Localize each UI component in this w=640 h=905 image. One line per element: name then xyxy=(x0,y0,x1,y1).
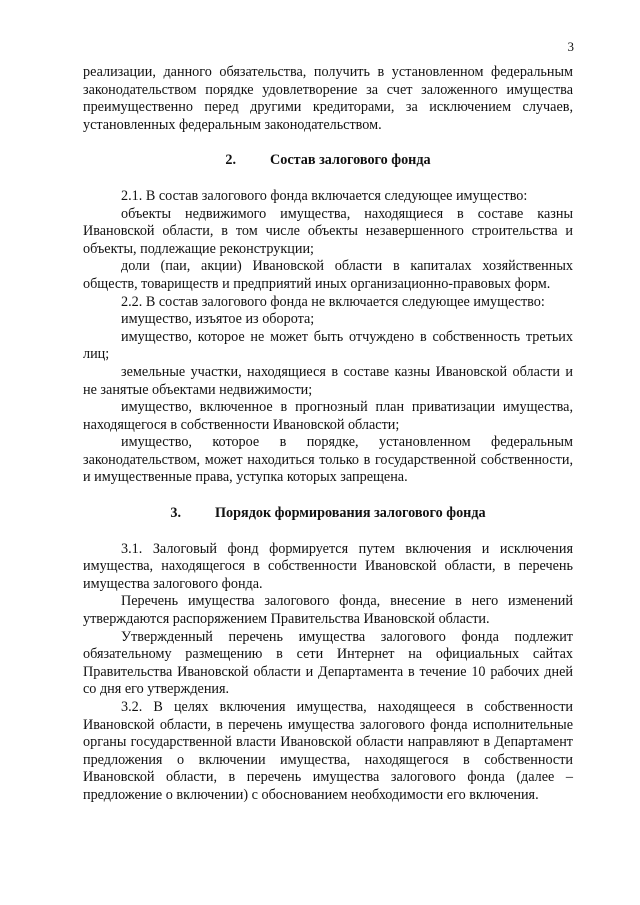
list-item: имущество, включенное в прогнозный план приватизации имущества, находящегося в собственности Ивановской области; xyxy=(83,399,573,433)
section-2-number: 2. xyxy=(225,152,236,169)
list-item: имущество, изъятое из оборота; xyxy=(121,311,315,328)
paragraph-3-2: 3.2. В целях включения имущества, находящееся в собственности Ивановской области, в перечень имущества залогового фонда исполнительные органы государственной власти Ивановской области направляют в Департамент предложения о включении имущества, находящегося в собственности Ивановской области, в перечень имущества залогового фонда (далее – предложение о включении) с обоснованием необходимости его включения. xyxy=(83,699,573,803)
section-2-heading xyxy=(83,152,573,170)
section-3-number: 3. xyxy=(170,505,181,522)
paragraph-3-1: 3.1. Залоговый фонд формируется путем включения и исключения имущества, находящегося в собственности Ивановской области, в перечень имущества залогового фонда. xyxy=(83,540,573,592)
list-item: объекты недвижимого имущества, находящиеся в составе казны Ивановской области, в том числе объекты незавершенного строительства и объекты, подлежащие реконструкции; xyxy=(83,205,573,257)
page-number: 3 xyxy=(567,39,574,54)
paragraph: Утвержденный перечень имущества залогового фонда подлежит обязательному размещению в сети Интернет на официальных сайтах Правительства Ивановской области и Департамента в течение 10 рабочих дней со дня его утверждения. xyxy=(83,628,573,698)
list-item: имущество, которое в порядке, установленном федеральным законодательством, может находиться только в государственной собственности, и имущественные права, уступка которых запрещена. xyxy=(83,434,573,486)
list-item: доли (паи, акции) Ивановской области в капиталах хозяйственных обществ, товариществ и предприятий иных организационно-правовых форм. xyxy=(83,258,573,292)
list-item: имущество, которое не может быть отчуждено в собственность третьих лиц; xyxy=(83,328,573,363)
section-3-title: Порядок формирования залогового фонда xyxy=(215,505,486,522)
section-2-title: Состав залогового фонда xyxy=(270,152,431,169)
paragraph-2-1: 2.1. В состав залогового фонда включается следующее имущество: xyxy=(121,187,528,204)
section-3-heading xyxy=(83,505,573,523)
paragraph-2-2: 2.2. В состав залогового фонда не включается следующее имущество: xyxy=(121,293,545,310)
paragraph: Перечень имущества залогового фонда, внесение в него изменений утверждаются распоряжением Правительства Ивановской области. xyxy=(83,593,573,628)
intro-paragraph: реализации, данного обязательства, получить в установленном федеральным законодательством порядке удовлетворение за счет заложенного имущества преимущественно перед другими кредиторами, за исключением случаев, установленных федеральным законодательством. xyxy=(83,64,573,133)
list-item: земельные участки, находящиеся в составе казны Ивановской области и не занятые объектами недвижимости; xyxy=(83,363,573,398)
document-body xyxy=(83,64,573,805)
